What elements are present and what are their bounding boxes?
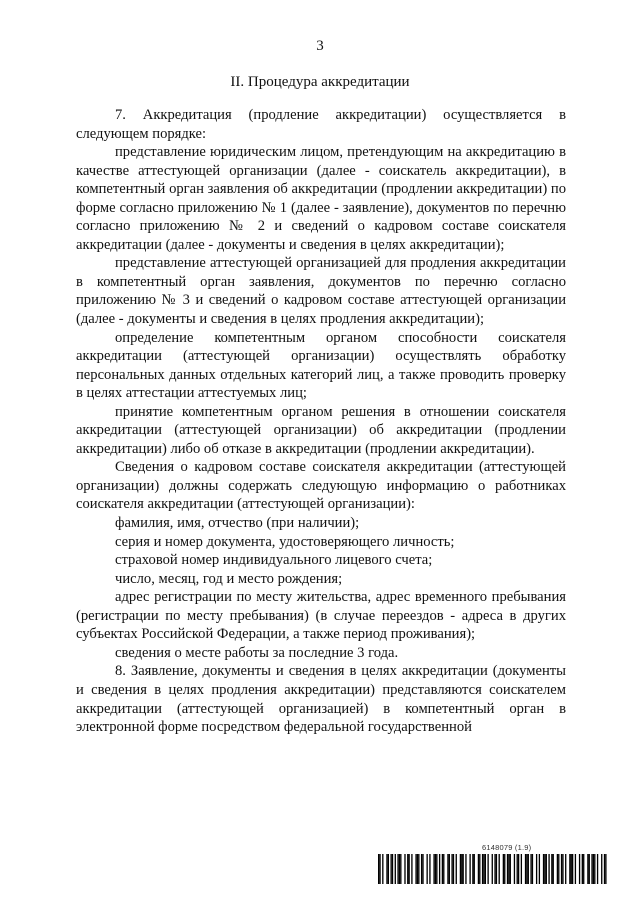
barcode-bar xyxy=(400,854,401,884)
barcode-bar xyxy=(553,854,554,884)
barcode-bar xyxy=(521,854,522,884)
barcode-bar xyxy=(525,854,526,884)
barcode-bar xyxy=(583,854,584,884)
barcode-bar xyxy=(436,854,437,884)
barcode-bar xyxy=(443,854,444,884)
paragraph-electronic-submission: 8. Заявление, документы и сведения в целях аккредитации (документы и сведения в целях продления аккредитации) представляются соискателем аккредитации (аттестующей организацией) в компетентный орган в электронной форме посредством федеральной государственной xyxy=(76,663,566,736)
barcode-bar xyxy=(478,854,479,884)
barcode-bar xyxy=(422,854,423,884)
paragraph-capability-determination: определение компетентным органом способности соискателя аккредитации (аттестующей организации) осуществлять обработку персональных данных отдельных категорий лиц, а также проводить проверку в целях аттестации аттестуемых лиц; xyxy=(76,329,566,402)
barcode-caption: 6148079 (1.9) xyxy=(482,843,532,852)
barcode-bar xyxy=(453,854,454,884)
barcode-bar xyxy=(461,854,462,884)
barcode-bar xyxy=(395,854,396,884)
barcode-bar xyxy=(593,854,594,884)
section-heading: II. Процедура аккредитации xyxy=(230,74,410,90)
barcode-bar xyxy=(594,854,595,884)
barcode-bar xyxy=(571,854,572,884)
barcode-bar xyxy=(548,854,549,884)
barcode-bar xyxy=(499,854,500,884)
barcode-bar xyxy=(421,854,422,884)
barcode-bar xyxy=(417,854,418,884)
barcode-bar xyxy=(442,854,443,884)
barcode-bar xyxy=(404,854,405,884)
barcode-bar xyxy=(415,854,416,884)
barcode-bar xyxy=(572,854,573,884)
barcode-bar xyxy=(569,854,570,884)
barcode-bar xyxy=(508,854,509,884)
barcode-bar xyxy=(388,854,389,884)
barcode-bar xyxy=(474,854,475,884)
barcode-bar xyxy=(397,854,398,884)
barcode-bar xyxy=(587,854,588,884)
list-item-work-history: сведения о месте работы за последние 3 года. xyxy=(115,644,399,661)
barcode-bar xyxy=(408,854,409,884)
barcode-bar xyxy=(399,854,400,884)
barcode-bar xyxy=(536,854,537,884)
page-number: 3 xyxy=(316,38,324,54)
barcode-bar xyxy=(589,854,590,884)
barcode-bar xyxy=(539,854,540,884)
barcode-bar xyxy=(551,854,552,884)
barcode-bar xyxy=(472,854,473,884)
barcode-bar xyxy=(460,854,461,884)
barcode-bar xyxy=(532,854,533,884)
barcode-bar xyxy=(514,854,515,884)
barcode-bar xyxy=(562,854,563,884)
barcode-bar xyxy=(465,854,466,884)
barcode-bar xyxy=(379,854,380,884)
barcode-bar xyxy=(557,854,558,884)
barcode-bar xyxy=(456,854,457,884)
barcode-bar xyxy=(504,854,505,884)
barcode-bar xyxy=(411,854,412,884)
paragraph-staff-information: Сведения о кадровом составе соискателя аккредитации (аттестующей организации) должны содержать следующую информацию о работниках соискателя аккредитации (аттестующей организации): xyxy=(76,459,566,513)
barcode-bar xyxy=(439,854,440,884)
barcode-bar xyxy=(487,854,488,884)
list-item-insurance-number: страховой номер индивидуального лицевого счета; xyxy=(115,552,433,569)
barcode-bar xyxy=(390,854,391,884)
barcode-bar xyxy=(494,854,495,884)
barcode-bar xyxy=(510,854,511,884)
barcode-bar xyxy=(604,854,605,884)
barcode-bar xyxy=(544,854,545,884)
barcode-bar xyxy=(447,854,448,884)
paragraph-submission-by-applicant: представление юридическим лицом, претендующим на аккредитацию в качестве аттестующей организации (далее - соискатель аккредитации), в компетентный орган заявления об аккредитации (продлении аккредитации) по форме согласно приложению № 1 (далее - заявление), документов по перечню согласно приложению № 2 и сведений о кадровом составе соискателя аккредитации (далее - документы и сведения в целях аккредитации); xyxy=(76,144,566,253)
barcode-bar xyxy=(558,854,559,884)
barcode-icon xyxy=(378,854,608,884)
barcode-bar xyxy=(386,854,387,884)
barcode-bar xyxy=(392,854,393,884)
document-body xyxy=(76,106,566,737)
barcode-bar xyxy=(483,854,484,884)
list-item-identity-document: серия и номер документа, удостоверяющего личность; xyxy=(115,533,455,550)
barcode-bar xyxy=(429,854,430,884)
barcode-bar xyxy=(582,854,583,884)
barcode-bar xyxy=(496,854,497,884)
barcode xyxy=(378,843,608,887)
barcode-bar xyxy=(485,854,486,884)
barcode-bar xyxy=(418,854,419,884)
barcode-bar xyxy=(579,854,580,884)
barcode-bar xyxy=(435,854,436,884)
barcode-bar xyxy=(605,854,606,884)
barcode-bar xyxy=(449,854,450,884)
barcode-bar xyxy=(517,854,518,884)
list-item-birth-date-place: число, месяц, год и место рождения; xyxy=(115,570,343,587)
barcode-bar xyxy=(601,854,602,884)
barcode-bar xyxy=(597,854,598,884)
barcode-bar xyxy=(407,854,408,884)
barcode-bar xyxy=(528,854,529,884)
barcode-bar xyxy=(479,854,480,884)
barcode-bar xyxy=(382,854,383,884)
barcode-bar xyxy=(526,854,527,884)
barcode-bar xyxy=(469,854,470,884)
barcode-bar xyxy=(492,854,493,884)
barcode-bar xyxy=(561,854,562,884)
list-item-full-name: фамилия, имя, отчество (при наличии); xyxy=(115,515,360,532)
barcode-bar xyxy=(378,854,379,884)
barcode-bar xyxy=(546,854,547,884)
barcode-bar xyxy=(482,854,483,884)
barcode-bar xyxy=(575,854,576,884)
barcode-bar xyxy=(543,854,544,884)
barcode-bar xyxy=(518,854,519,884)
list-item-registration-address: адрес регистрации по месту жительства, адрес временного пребывания (регистрации по месту пребывания) (в случае переездов - адреса в других субъектах Российской Федерации, а также период проживания); xyxy=(76,589,566,643)
paragraph-decision: принятие компетентным органом решения в отношении соискателя аккредитации (аттестующей организации) об аккредитации (продлении аккредитации) либо об отказе в аккредитации (продлении аккредитации). xyxy=(76,403,566,457)
paragraph-accreditation-order: 7. Аккредитация (продление аккредитации) осуществляется в следующем порядке: xyxy=(76,107,566,142)
barcode-bar xyxy=(507,854,508,884)
barcode-bar xyxy=(451,854,452,884)
barcode-bar xyxy=(591,854,592,884)
barcode-bar xyxy=(503,854,504,884)
barcode-bar xyxy=(463,854,464,884)
barcode-bar xyxy=(433,854,434,884)
barcode-bar xyxy=(530,854,531,884)
barcode-bar xyxy=(426,854,427,884)
paragraph-submission-for-renewal: представление аттестующей организацией для продления аккредитации в компетентный орган заявления, документов по перечню согласно приложению № 3 и сведений о кадровом составе аттестующей организации (далее - документы и сведения в целях продления аккредитации); xyxy=(76,255,566,328)
barcode-bar xyxy=(565,854,566,884)
